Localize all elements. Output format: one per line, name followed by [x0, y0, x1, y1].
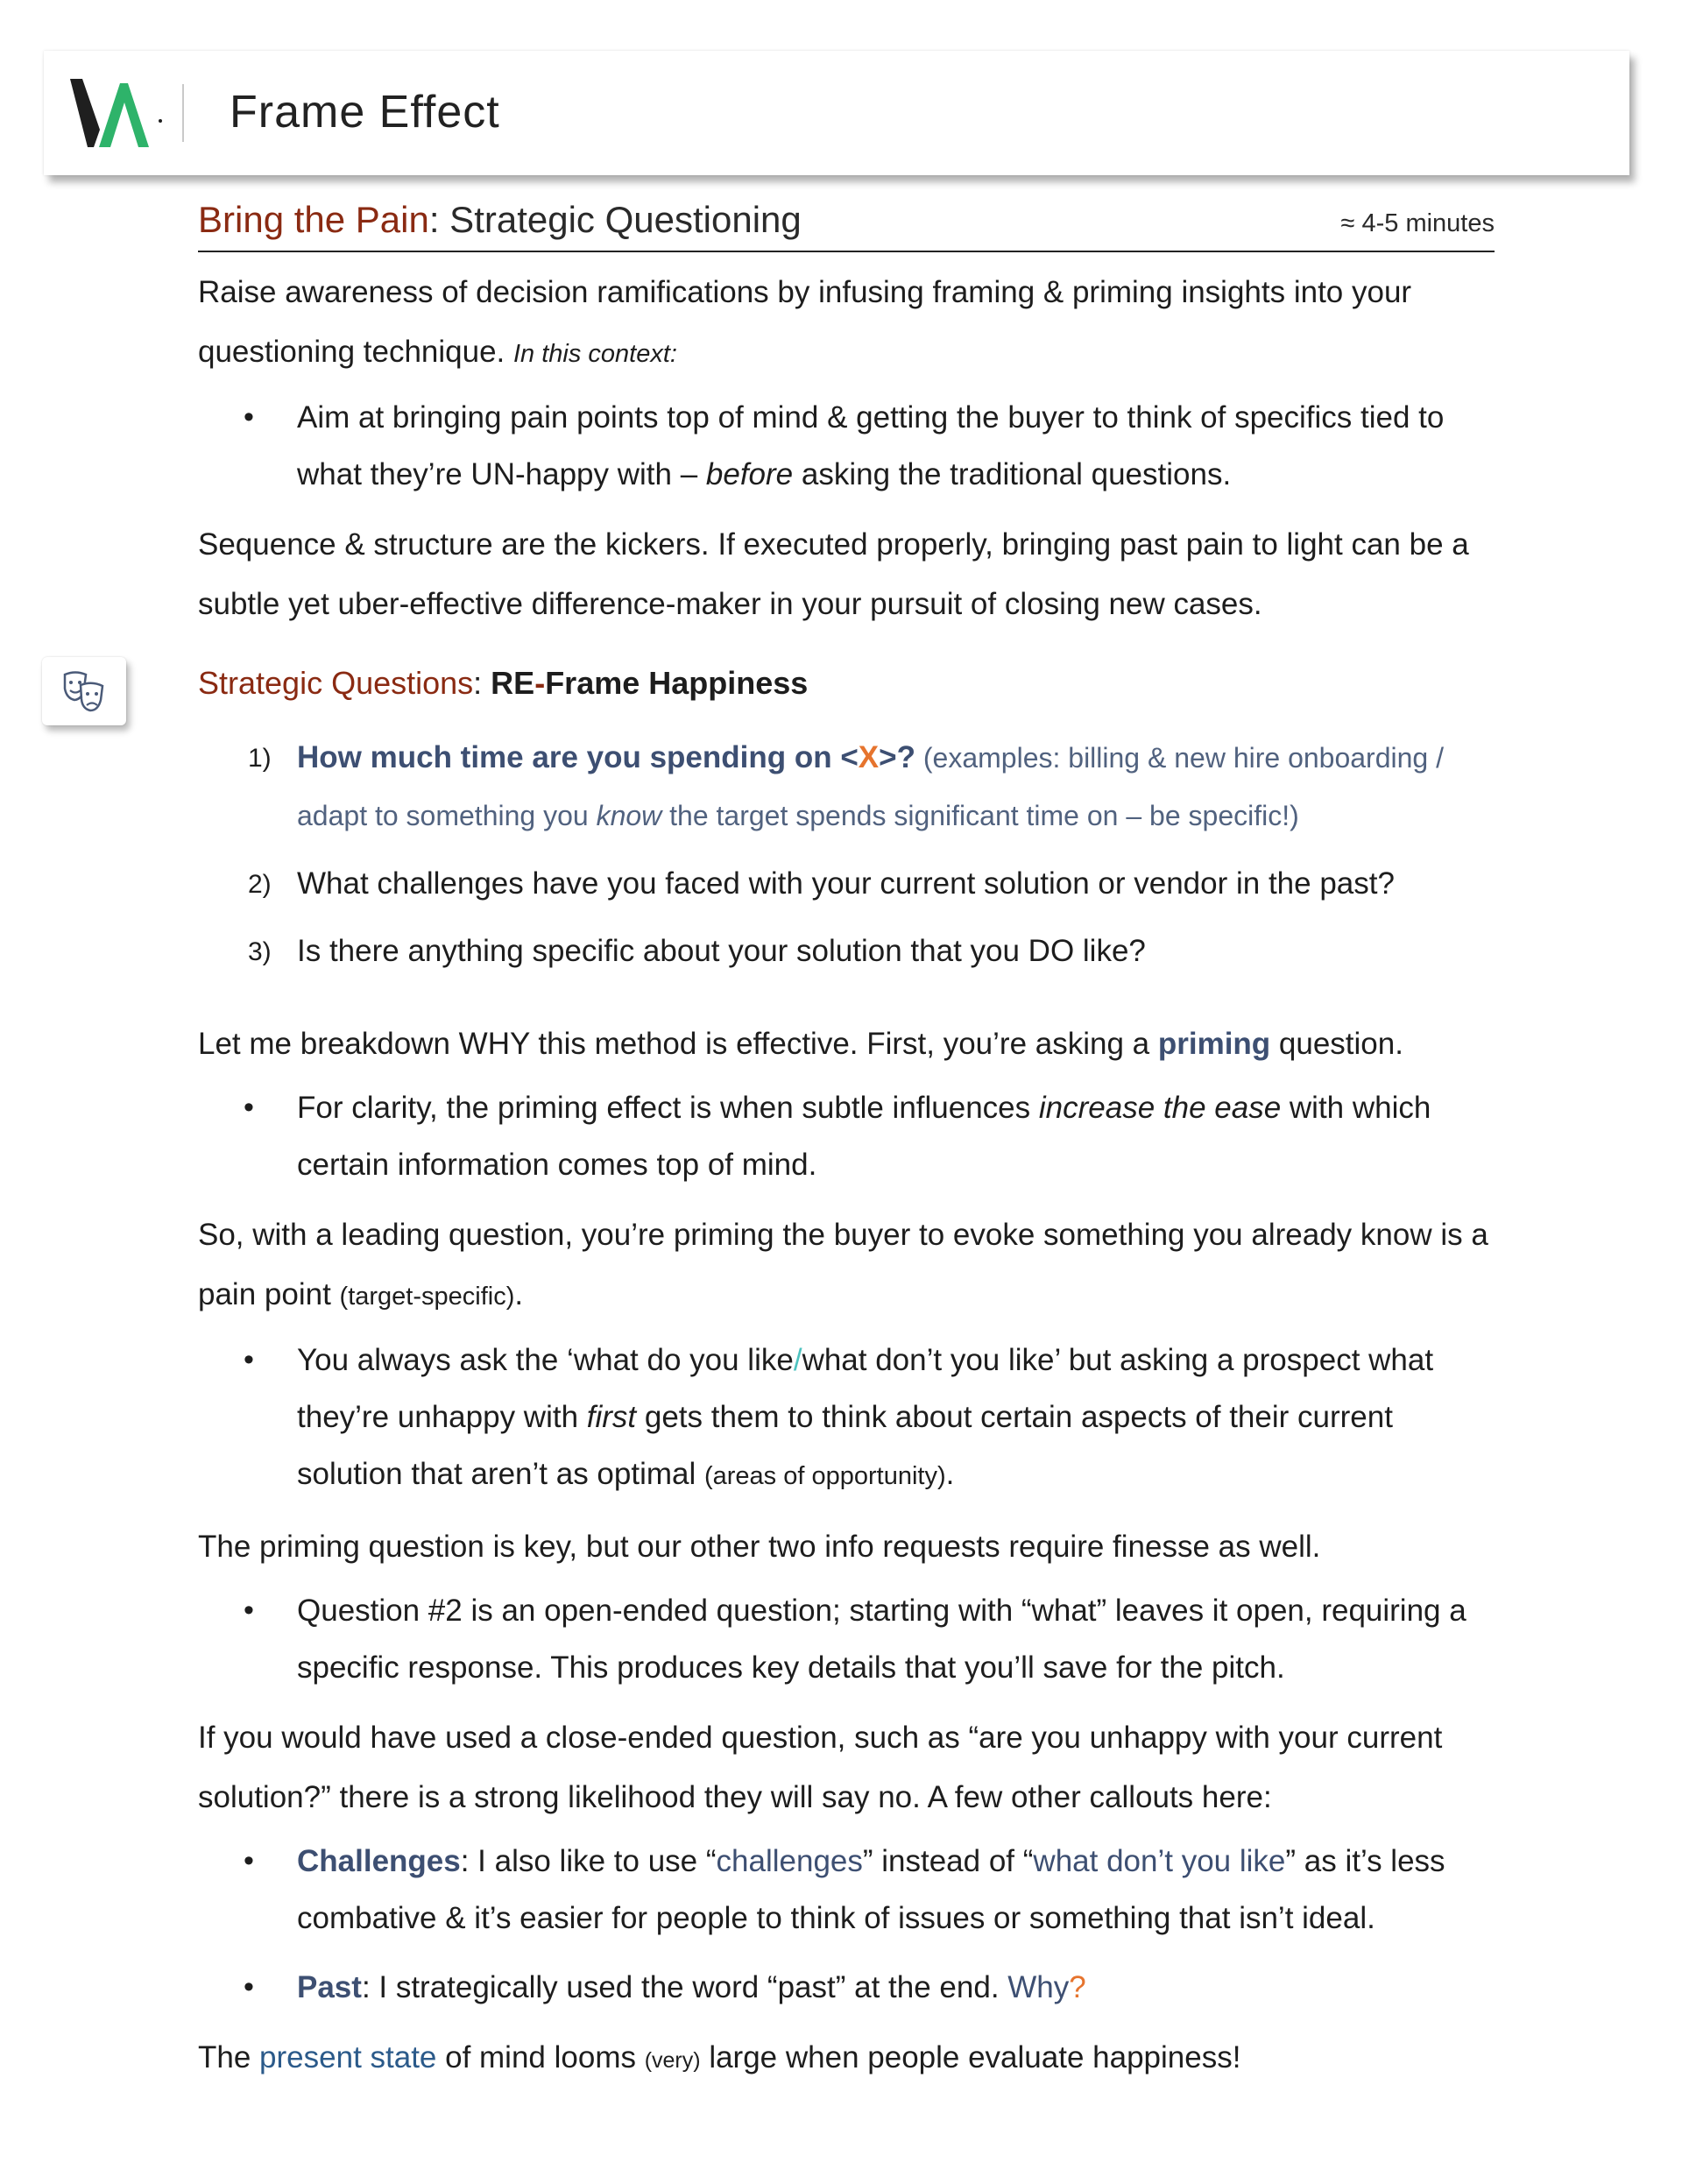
paragraph: Sequence & structure are the kickers. If executed properly, bringing past pain to light can be a subtle yet uber-effective difference-maker in your pursuit of closing new cases.	[198, 527, 1469, 622]
header-divider	[182, 84, 184, 142]
intro-paragraph: Raise awareness of decision ramifications by infusing framing & priming insights into your questioning technique. In this context:	[198, 275, 1412, 370]
paragraph: Let me breakdown WHY this method is effective. First, you’re asking a priming question.	[198, 1027, 1403, 1062]
strategic-questions-heading: Strategic Questions: RE-Frame Happiness	[198, 665, 809, 702]
page-header	[44, 51, 1629, 175]
paragraph: If you would have used a close-ended question, such as “are you unhappy with your current solution?” there is a strong likelihood they will say no. A few other callouts here:	[198, 1721, 1443, 1815]
va-logo	[70, 79, 162, 147]
bullet-list	[198, 1833, 1495, 2016]
bullet-list	[198, 1332, 1495, 1505]
list-item: • You always ask the ‘what do you like/what don’t you like’ but asking a prospect what they’re unhappy with first gets them to think about certain aspects of their current solution that aren’t as optimal (areas of opportunity).	[198, 1332, 1495, 1505]
list-item: • Past: I strategically used the word “past” at the end. Why?	[198, 1959, 1495, 2016]
list-item: • For clarity, the priming effect is when subtle influences increase the ease with which certain information comes top of mind.	[198, 1079, 1495, 1193]
list-item: • Question #2 is an open-ended question; starting with “what” leaves it open, requiring a specific response. This produces key details that you’ll save for the pitch.	[198, 1582, 1495, 1696]
list-item: 1) How much time are you spending on <X>? (examples: billing & new hire onboarding / adapt to something you know the target spends significant time on – be specific!)	[248, 740, 1444, 832]
question-list	[198, 729, 1495, 979]
page-title: Frame Effect	[230, 87, 500, 138]
paragraph: So, with a leading question, you’re priming the buyer to evoke something you already know is a pain point (target-specific).	[198, 1218, 1488, 1312]
paragraph: The priming question is key, but our other two info requests require finesse as well.	[198, 1530, 1321, 1565]
side-tab[interactable]	[42, 657, 126, 725]
bullet-list	[198, 1079, 1495, 1193]
list-item: 2) What challenges have you faced with your current solution or vendor in the past?	[248, 866, 1395, 901]
list-item: • Challenges: I also like to use “challenges” instead of “what don’t you like” as it’s less combative & it’s easier for people to think of issues or something that isn’t ideal.	[198, 1833, 1495, 1947]
closing-paragraph: The present state of mind looms (very) large when people evaluate happiness!	[198, 2040, 1241, 2075]
section-title: Bring the Pain: Strategic Questioning	[198, 199, 802, 240]
bullet-list	[198, 389, 1495, 503]
list-item: 3) Is there anything specific about your solution that you DO like?	[248, 934, 1146, 969]
section-header	[198, 198, 1495, 252]
theater-masks-icon	[61, 669, 107, 713]
list-item: • Aim at bringing pain points top of mind & getting the buyer to think of specifics tied to what they’re UN-happy with – before asking the traditional questions.	[198, 389, 1495, 503]
bullet-list	[198, 1582, 1495, 1696]
main-content	[198, 198, 1495, 2090]
duration-label: ≈ 4-5 minutes	[1340, 209, 1495, 237]
